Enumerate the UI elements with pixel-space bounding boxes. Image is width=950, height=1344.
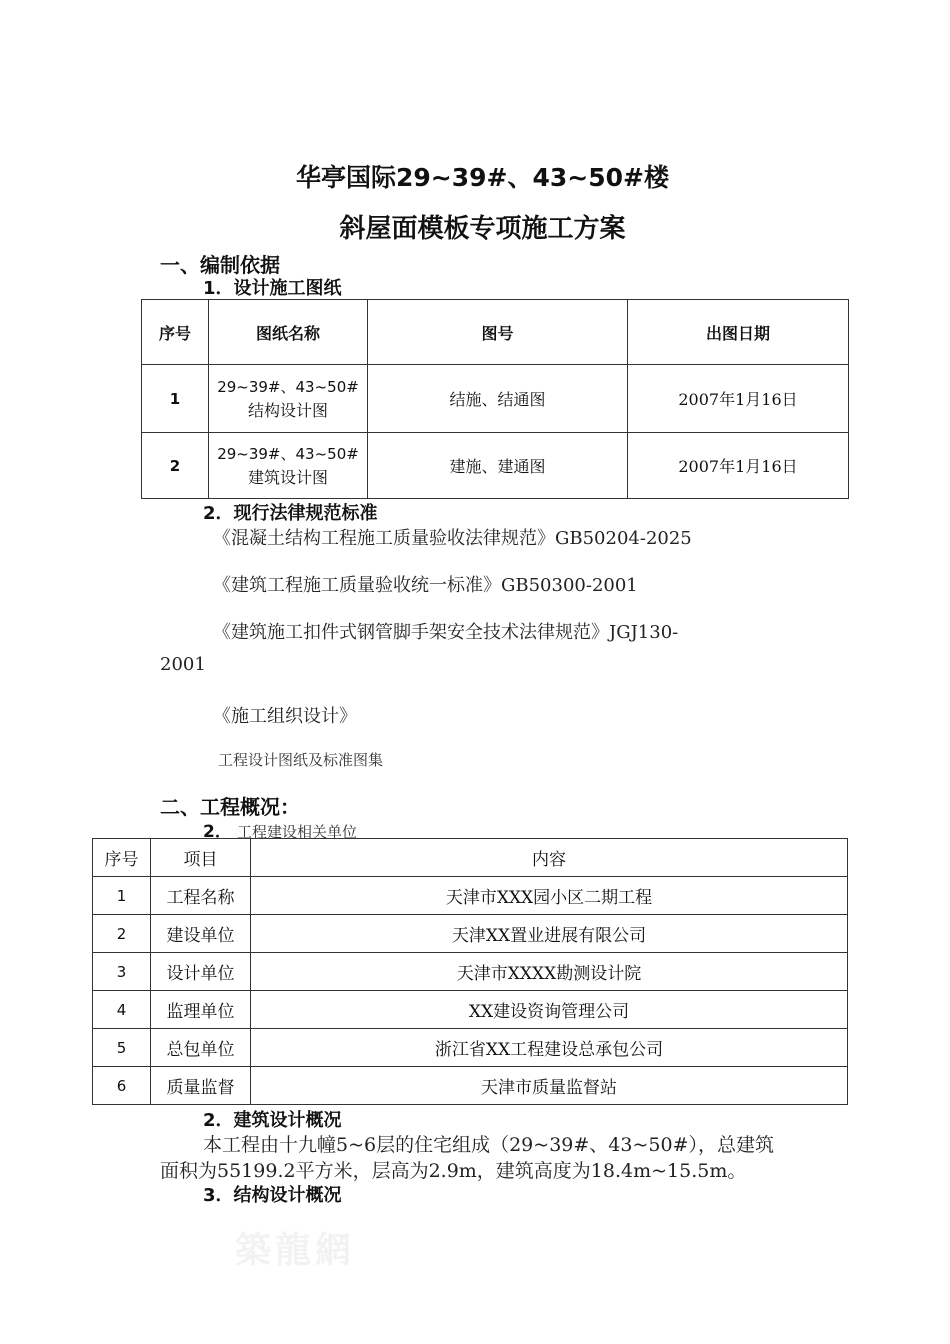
document-title-line2: 斜屋面模板专项施工方案 bbox=[339, 214, 626, 244]
drawings-table bbox=[141, 299, 849, 499]
header-cell-code: 图号 bbox=[368, 300, 628, 365]
document-title-line1: 华亭国际29~39#、43~50#楼 bbox=[296, 163, 669, 192]
drawing-date: 2007年1月16日 bbox=[628, 433, 849, 499]
watermark: 築龍網 bbox=[235, 1229, 356, 1271]
section2-sub1-number: 2． bbox=[203, 822, 232, 842]
row-content: 天津XX置业进展有限公司 bbox=[251, 915, 848, 953]
row-number: 1 bbox=[142, 365, 209, 433]
section1-sub2-heading: 2．现行法律规范标准 bbox=[203, 503, 378, 524]
standards-note: 工程设计图纸及标准图集 bbox=[218, 751, 384, 769]
standard-item: 《施工组织设计》 bbox=[213, 706, 357, 727]
row-item: 质量监督 bbox=[151, 1067, 251, 1105]
row-content: 天津市质量监督站 bbox=[251, 1067, 848, 1105]
table-row bbox=[93, 1029, 848, 1067]
row-content: 浙江省XX工程建设总承包公司 bbox=[251, 1029, 848, 1067]
row-item: 建设单位 bbox=[151, 915, 251, 953]
table-row bbox=[142, 433, 849, 499]
drawing-name-line1: 29~39#、43~50# bbox=[217, 444, 359, 463]
standard-item: 《建筑工程施工质量验收统一标准》GB50300-2001 bbox=[213, 575, 638, 596]
standard-item: 《建筑施工扣件式钢管脚手架安全技术法律规范》JGJ130- bbox=[213, 622, 679, 643]
header-cell-content: 内容 bbox=[251, 839, 848, 877]
drawing-name-line1: 29~39#、43~50# bbox=[217, 377, 359, 396]
table-row bbox=[142, 365, 849, 433]
row-content: 天津市XXX园小区二期工程 bbox=[251, 877, 848, 915]
section1-sub1-heading: 1．设计施工图纸 bbox=[203, 278, 342, 299]
header-cell-item: 项目 bbox=[151, 839, 251, 877]
drawing-code: 结施、结通图 bbox=[368, 365, 628, 433]
drawing-name-line2: 结构设计图 bbox=[247, 400, 328, 420]
drawing-name-line2: 建筑设计图 bbox=[247, 467, 328, 487]
table-header-row bbox=[93, 839, 848, 877]
section2-sub3-heading: 3．结构设计概况 bbox=[203, 1185, 342, 1206]
header-cell-no: 序号 bbox=[93, 839, 151, 877]
drawing-name-cell bbox=[209, 365, 368, 433]
row-item: 设计单位 bbox=[151, 953, 251, 991]
standard-item-continued: 2001 bbox=[160, 654, 206, 675]
row-number: 2 bbox=[142, 433, 209, 499]
standard-item: 《混凝土结构工程施工质量验收法律规范》GB50204-2025 bbox=[213, 528, 692, 549]
table-row bbox=[93, 877, 848, 915]
section2-sub2-heading: 2．建筑设计概况 bbox=[203, 1110, 342, 1131]
building-overview-line2: 面积为55199.2平方米，层高为2.9m，建筑高度为18.4m~15.5m。 bbox=[160, 1160, 747, 1182]
drawing-date: 2007年1月16日 bbox=[628, 365, 849, 433]
header-cell-name: 图纸名称 bbox=[209, 300, 368, 365]
section2-heading: 二、工程概况： bbox=[160, 795, 300, 819]
row-item: 总包单位 bbox=[151, 1029, 251, 1067]
row-item: 工程名称 bbox=[151, 877, 251, 915]
table-row bbox=[93, 915, 848, 953]
header-cell-no: 序号 bbox=[142, 300, 209, 365]
row-number: 5 bbox=[93, 1029, 151, 1067]
section2-sub1-text: 工程建设相关单位 bbox=[236, 823, 357, 841]
header-cell-date: 出图日期 bbox=[628, 300, 849, 365]
table-header-row bbox=[142, 300, 849, 365]
row-content: XX建设资询管理公司 bbox=[251, 991, 848, 1029]
units-table bbox=[92, 838, 848, 1105]
building-overview-line1: 本工程由十九幢5~6层的住宅组成（29~39#、43~50#），总建筑 bbox=[203, 1134, 774, 1156]
table-row bbox=[93, 1067, 848, 1105]
table-row bbox=[93, 991, 848, 1029]
row-number: 3 bbox=[93, 953, 151, 991]
section1-heading: 一、编制依据 bbox=[160, 253, 280, 277]
row-number: 4 bbox=[93, 991, 151, 1029]
row-number: 1 bbox=[93, 877, 151, 915]
row-number: 2 bbox=[93, 915, 151, 953]
table-row bbox=[93, 953, 848, 991]
drawing-code: 建施、建通图 bbox=[368, 433, 628, 499]
drawing-name-cell bbox=[209, 433, 368, 499]
row-content: 天津市XXXX勘测设计院 bbox=[251, 953, 848, 991]
row-item: 监理单位 bbox=[151, 991, 251, 1029]
row-number: 6 bbox=[93, 1067, 151, 1105]
